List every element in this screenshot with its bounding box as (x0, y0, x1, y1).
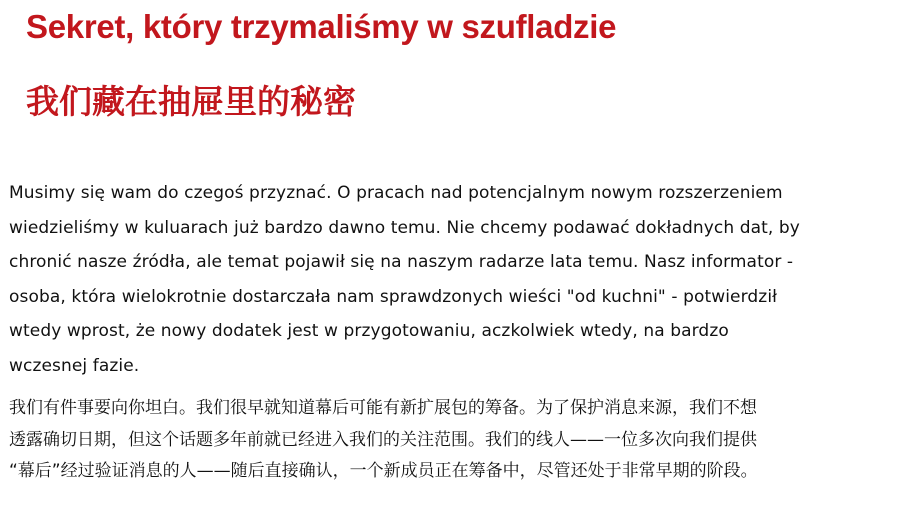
paragraph-line: 透露确切日期，但这个话题多年前就已经进入我们的关注范围。我们的线人——一位多次向我们提供 (9, 429, 757, 450)
paragraph-line: chronić nasze źródła, ale temat pojawił się na naszym radarze lata temu. Nasz informator - (9, 252, 794, 273)
paragraph-line: wiedzieliśmy w kuluarach już bardzo dawno temu. Nie chcemy podawać dokładnych dat, by (9, 217, 800, 238)
paragraph-line: “幕后”经过验证消息的人——随后直接确认，一个新成员正在筹备中，尽管还处于非常早期的阶段。 (9, 461, 758, 481)
article-paragraph-chinese (9, 393, 758, 488)
paragraph-line: wczesnej fazie. (9, 355, 140, 376)
article-paragraph-polish (9, 176, 800, 384)
paragraph-line: wtedy wprost, że nowy dodatek jest w przygotowaniu, aczkolwiek wtedy, na bardzo (9, 321, 729, 342)
article-title-chinese: 我们藏在抽屉里的秘密 (26, 82, 356, 121)
paragraph-line: Musimy się wam do czegoś przyznać. O pracach nad potencjalnym nowym rozszerzeniem (9, 183, 783, 203)
paragraph-line: osoba, która wielokrotnie dostarczała nam sprawdzonych wieści "od kuchni" - potwierdził (9, 286, 778, 307)
article-title-polish: Sekret, który trzymaliśmy w szufladzie (26, 8, 617, 45)
paragraph-line: 我们有件事要向你坦白。我们很早就知道幕后可能有新扩展包的筹备。为了保护消息来源，我们不想 (9, 398, 757, 418)
